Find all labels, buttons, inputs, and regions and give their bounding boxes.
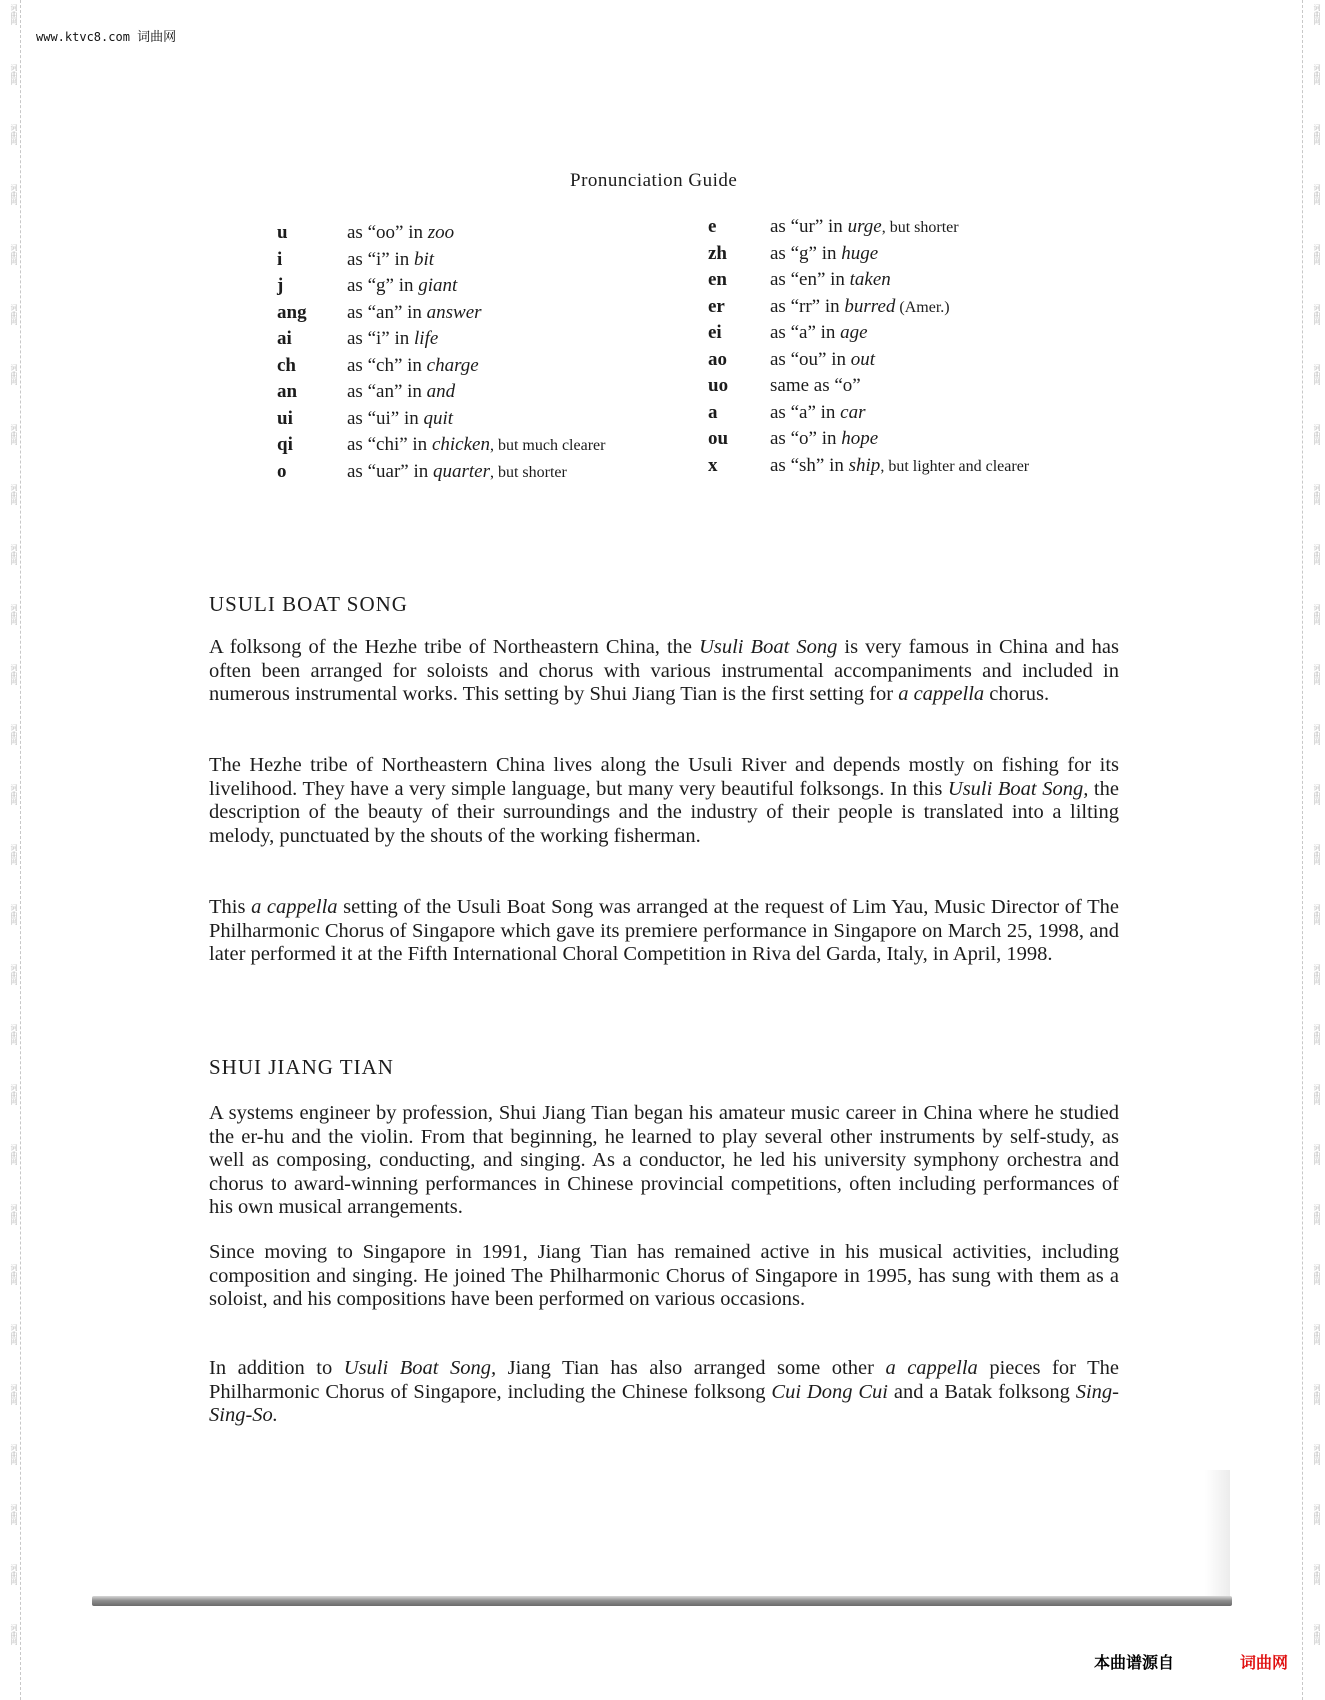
guide-right-symbol: ao [708, 348, 727, 370]
site-url-text: www.ktvc8.com [36, 30, 130, 44]
guide-left-symbol: ang [277, 301, 307, 323]
guide-left-symbol: an [277, 381, 298, 402]
guide-left-symbol: ui [277, 407, 293, 429]
guide-left-description: as “ch” in charge [347, 354, 479, 376]
guide-right-symbol: a [708, 401, 718, 423]
side-watermark-text: 词曲网 [10, 1564, 18, 1585]
guide-right-description: as “ur” in urge, but shorter [770, 216, 959, 237]
side-watermark-text: 词曲网 [10, 1444, 18, 1465]
side-watermark-text: 词曲网 [10, 64, 18, 85]
guide-right-description: as “rr” in burred (Amer.) [770, 295, 950, 317]
site-name-text: 词曲网 [137, 30, 177, 45]
guide-left-description: as “ui” in quit [347, 407, 454, 429]
side-watermark-text: 词曲网 [10, 364, 18, 385]
side-watermark-text: 词曲网 [1313, 604, 1321, 625]
side-watermark-text: 词曲网 [1313, 1624, 1321, 1645]
side-watermark-text: 词曲网 [10, 1144, 18, 1165]
side-watermark-text: 词曲网 [1313, 364, 1321, 385]
side-watermark-text: 词曲网 [10, 424, 18, 445]
usuli-heading: USULI BOAT SONG [209, 592, 408, 616]
side-watermark-text: 词曲网 [10, 1384, 18, 1405]
bottom-rule [92, 1596, 1232, 1606]
guide-left-symbol: u [277, 222, 288, 243]
guide-right-symbol: ou [708, 428, 729, 449]
side-watermark-text: 词曲网 [10, 724, 18, 745]
side-watermark-text: 词曲网 [10, 784, 18, 805]
side-watermark-text: 词曲网 [10, 1264, 18, 1285]
guide-right-symbol: uo [708, 375, 729, 396]
guide-left-symbol: ai [277, 328, 292, 349]
side-watermark-text: 词曲网 [1313, 724, 1321, 745]
side-watermark-text: 词曲网 [10, 1504, 18, 1525]
side-watermark-text: 词曲网 [1313, 124, 1321, 145]
guide-right-description: as “ou” in out [770, 348, 876, 370]
side-watermark-text: 词曲网 [10, 544, 18, 565]
side-watermark-text: 词曲网 [10, 604, 18, 625]
side-watermark-text: 词曲网 [1313, 64, 1321, 85]
side-watermark-text: 词曲网 [1313, 1264, 1321, 1285]
side-watermark-text: 词曲网 [1313, 1444, 1321, 1465]
footer-source-label: 本曲谱源自 [1094, 1653, 1175, 1672]
side-watermark-text: 词曲网 [1313, 544, 1321, 565]
side-watermark-text: 词曲网 [1313, 844, 1321, 865]
guide-right-description: as “en” in taken [770, 269, 891, 290]
right-watermark-strip [1302, 0, 1325, 1700]
page-edge-shadow [1205, 1470, 1230, 1600]
side-watermark-text: 词曲网 [10, 184, 18, 205]
pronunciation-guide-title: Pronunciation Guide [570, 170, 738, 191]
side-watermark-text: 词曲网 [1313, 1504, 1321, 1525]
guide-right-description: as “g” in huge [770, 242, 879, 264]
guide-left-description: as “an” in and [347, 381, 456, 402]
footer-site-link[interactable]: 词曲网 [1240, 1653, 1289, 1672]
side-watermark-text: 词曲网 [10, 4, 18, 25]
side-watermark-text: 词曲网 [1313, 4, 1321, 25]
side-watermark-text: 词曲网 [1313, 664, 1321, 685]
guide-right-description: as “sh” in ship, but lighter and clearer [770, 454, 1030, 476]
guide-right-symbol: zh [708, 242, 727, 264]
guide-left-description: as “g” in giant [347, 275, 458, 296]
side-watermark-text: 词曲网 [10, 844, 18, 865]
shui-heading: SHUI JIANG TIAN [209, 1055, 394, 1079]
left-watermark-strip [0, 0, 21, 1700]
side-watermark-text: 词曲网 [10, 904, 18, 925]
side-watermark-text: 词曲网 [10, 1204, 18, 1225]
guide-right-symbol: x [708, 454, 718, 476]
usuli-paragraph-1: A folksong of the Hezhe tribe of Northeastern China, the Usuli Boat Song is very famous in China and has often been arranged for soloists and chorus with various instrumental accompaniments and included in numerous instrumental works. This setting by Shui Jiang Tian is the first setting for a cappella chorus. [209, 636, 1119, 705]
side-watermark-text: 词曲网 [1313, 1204, 1321, 1225]
side-watermark-text: 词曲网 [1313, 484, 1321, 505]
guide-left-description: as “uar” in quarter, but shorter [347, 460, 567, 482]
side-watermark-text: 词曲网 [1313, 1024, 1321, 1045]
side-watermark-text: 词曲网 [10, 484, 18, 505]
side-watermark-text: 词曲网 [10, 1324, 18, 1345]
side-watermark-text: 词曲网 [1313, 1084, 1321, 1105]
side-watermark-text: 词曲网 [10, 664, 18, 685]
side-watermark-text: 词曲网 [1313, 1384, 1321, 1405]
side-watermark-text: 词曲网 [1313, 1324, 1321, 1345]
shui-paragraph-3: In addition to Usuli Boat Song, Jiang Tian has also arranged some other a cappella pieces for The Philharmonic Chorus of Singapore, including the Chinese folksong Cui Dong Cui and a Batak folksong Sing-Sing-So. [209, 1357, 1119, 1426]
shui-paragraph-2: Since moving to Singapore in 1991, Jiang Tian has remained active in his musical activities, including composition and singing. He joined The Philharmonic Chorus of Singapore in 1995, has sung with them as a soloist, and his compositions have been performed on various occasions. [209, 1241, 1119, 1310]
usuli-paragraph-2: The Hezhe tribe of Northeastern China lives along the Usuli River and depends mostly on fishing for its livelihood. They have a very simple language, but many very beautiful folksongs. In this Usuli Boat Song, the description of the beauty of their surroundings and the industry of their people is translated into a lilting melody, punctuated by the shouts of the working fisherman. [209, 754, 1119, 847]
guide-left-description: as “an” in answer [347, 301, 482, 323]
guide-right-description: as “a” in car [770, 401, 866, 423]
guide-left-description: as “i” in life [347, 328, 439, 349]
guide-left-description: as “chi” in chicken, but much clearer [347, 434, 606, 455]
guide-right-description: as “a” in age [770, 322, 868, 343]
guide-right-description: same as “o” [770, 375, 861, 396]
guide-right-description: as “o” in hope [770, 428, 879, 449]
side-watermark-text: 词曲网 [1313, 784, 1321, 805]
side-watermark-text: 词曲网 [1313, 904, 1321, 925]
guide-left-symbol: ch [277, 354, 296, 376]
guide-right-symbol: en [708, 269, 727, 290]
side-watermark-text: 词曲网 [1313, 424, 1321, 445]
side-watermark-text: 词曲网 [10, 244, 18, 265]
side-watermark-text: 词曲网 [10, 1624, 18, 1645]
guide-right-symbol: ei [708, 322, 722, 343]
side-watermark-text: 词曲网 [1313, 304, 1321, 325]
site-url-header [36, 26, 176, 45]
side-watermark-text: 词曲网 [10, 1084, 18, 1105]
guide-left-description: as “i” in bit [347, 248, 435, 270]
guide-left-symbol: qi [277, 434, 293, 455]
side-watermark-text: 词曲网 [1313, 1564, 1321, 1585]
usuli-paragraph-3: This a cappella setting of the Usuli Boat Song was arranged at the request of Lim Yau, Music Director of The Philharmonic Chorus of Singapore which gave its premiere performance in Singapore on March 25, 1998, and later performed it at the Fifth International Choral Competition in Riva del Garda, Italy, in April, 1998. [209, 896, 1119, 965]
side-watermark-text: 词曲网 [10, 124, 18, 145]
shui-paragraph-1: A systems engineer by profession, Shui Jiang Tian began his amateur music career in China where he studied the er-hu and the violin. From that beginning, he learned to play several other instruments by self-study, as well as composing, conducting, and singing. As a conductor, he led his university symphony orchestra and chorus to award-winning performances in Chinese provincial competitions, often including performances of his own musical arrangements. [209, 1102, 1119, 1218]
guide-right-symbol: e [708, 216, 717, 237]
side-watermark-text: 词曲网 [10, 964, 18, 985]
guide-left-symbol: i [277, 248, 283, 270]
guide-left-symbol: j [277, 275, 284, 296]
side-watermark-text: 词曲网 [10, 1024, 18, 1045]
side-watermark-text: 词曲网 [10, 304, 18, 325]
guide-left-symbol: o [277, 460, 287, 482]
guide-left-description: as “oo” in zoo [347, 222, 455, 243]
side-watermark-text: 词曲网 [1313, 244, 1321, 265]
guide-right-symbol: er [708, 295, 725, 317]
side-watermark-text: 词曲网 [1313, 184, 1321, 205]
side-watermark-text: 词曲网 [1313, 964, 1321, 985]
side-watermark-text: 词曲网 [1313, 1144, 1321, 1165]
